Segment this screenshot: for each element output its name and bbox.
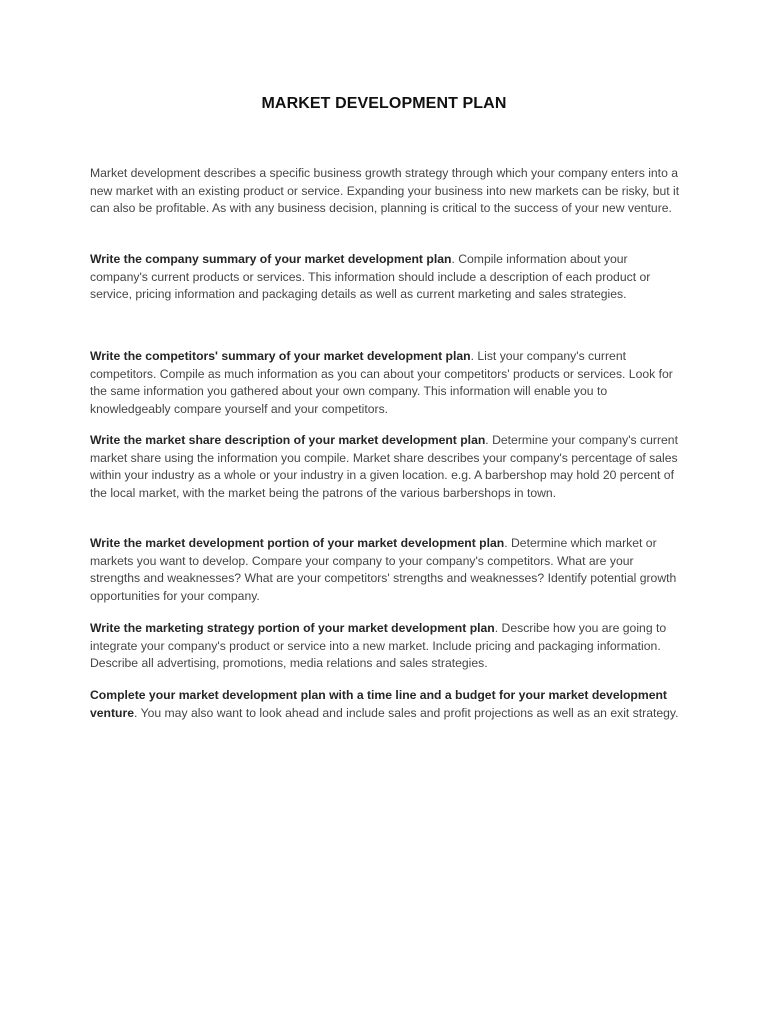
section-market-development: [90, 535, 680, 605]
section-body: . Compile information about your company's current products or services. This information should include a description of each product or service, pricing information and packaging details as well as current marketing and sales strategies.: [90, 252, 651, 302]
section-heading: Write the market development portion of your market development plan: [90, 536, 505, 550]
section-body: . Determine your company's current market share using the information you compile. Market share describes your company's percentage of sales within your industry as a whole or your industry in a given location. e.g. A barbershop may hold 20 percent of the local market, with the market being the patrons of the various barbershops in town.: [90, 433, 678, 500]
section-body: . You may also want to look ahead and include sales and profit projections as well as an exit strategy.: [134, 705, 679, 720]
intro-paragraph: Market development describes a specific business growth strategy through which your company enters into a new market with an existing product or service. Expanding your business into new markets can be risky, but it can also be profitable. As with any business decision, planning is critical to the success of your new venture.: [90, 166, 680, 216]
section-heading: Write the competitors' summary of your market development plan: [90, 349, 471, 363]
document-title: MARKET DEVELOPMENT PLAN: [261, 95, 507, 112]
section-body: . Describe how you are going to integrate your company's product or service into a new market. Include pricing and packaging information. Describe all advertising, promotions, media relations and sales strategies.: [90, 621, 667, 671]
section-heading: Write the marketing strategy portion of your market development plan: [90, 621, 495, 635]
section-heading: Complete your market development plan with a time line and a budget for your market development venture: [90, 688, 667, 720]
section-body: . List your company's current competitors. Compile as much information as you can about your competitors' products or services. Look for the same information you gathered about your own company. This information will enable you to knowledgeably compare yourself and your competitors.: [90, 349, 673, 416]
section-heading: Write the market share description of your market development plan: [90, 433, 486, 447]
section-complete-plan: [90, 687, 680, 722]
section-competitors-summary: [90, 348, 680, 418]
section-body: . Determine which market or markets you want to develop. Compare your company to your company's competitors. What are your strengths and weaknesses? What are your competitors' strengths and weaknesses? Identify potential growth opportunities for your company.: [90, 536, 677, 603]
section-heading: Write the company summary of your market development plan: [90, 252, 452, 266]
section-marketing-strategy: [90, 620, 680, 673]
section-market-share: [90, 432, 680, 502]
section-company-summary: [90, 251, 680, 304]
